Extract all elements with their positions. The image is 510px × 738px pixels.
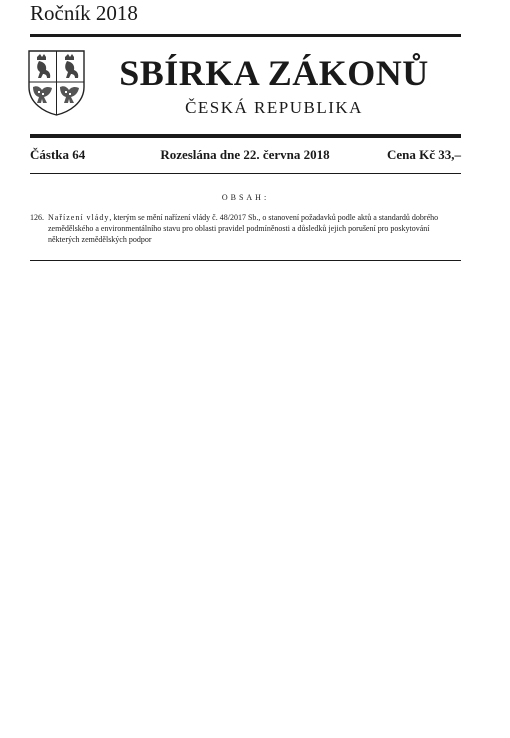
entry-number: 126.: [30, 213, 44, 222]
country-name: ČESKÁ REPUBLIKA: [185, 98, 363, 117]
entry-text: , kterým se mění nařízení vlády č. 48/2017 Sb., o stanovení požadavků podle aktů a standardů dobrého zemědělského a environmentálního stavu pro oblasti pravidel podmíněnosti a důsledků jejich porušení pro poskytování některých zemědělských podpor: [48, 213, 439, 244]
contents-rule: [30, 260, 461, 261]
distribution-date: Rozeslána dne 22. června 2018: [160, 147, 330, 162]
top-rule: [30, 34, 461, 37]
contents-entry: [30, 212, 461, 245]
entry-lead: Nařízení vlády: [48, 213, 110, 222]
state-coat-of-arms-icon: [27, 49, 86, 116]
issue-number: Částka 64: [30, 147, 86, 162]
contents-heading: OBSAH:: [221, 193, 270, 202]
volume-year: Ročník 2018: [30, 1, 138, 25]
meta-rule: [30, 173, 461, 174]
entry-description: [48, 212, 461, 245]
header-rule: [30, 134, 461, 138]
collection-title: SBÍRKA ZÁKONŮ: [119, 53, 429, 93]
issue-price: Cena Kč 33,–: [386, 147, 461, 162]
